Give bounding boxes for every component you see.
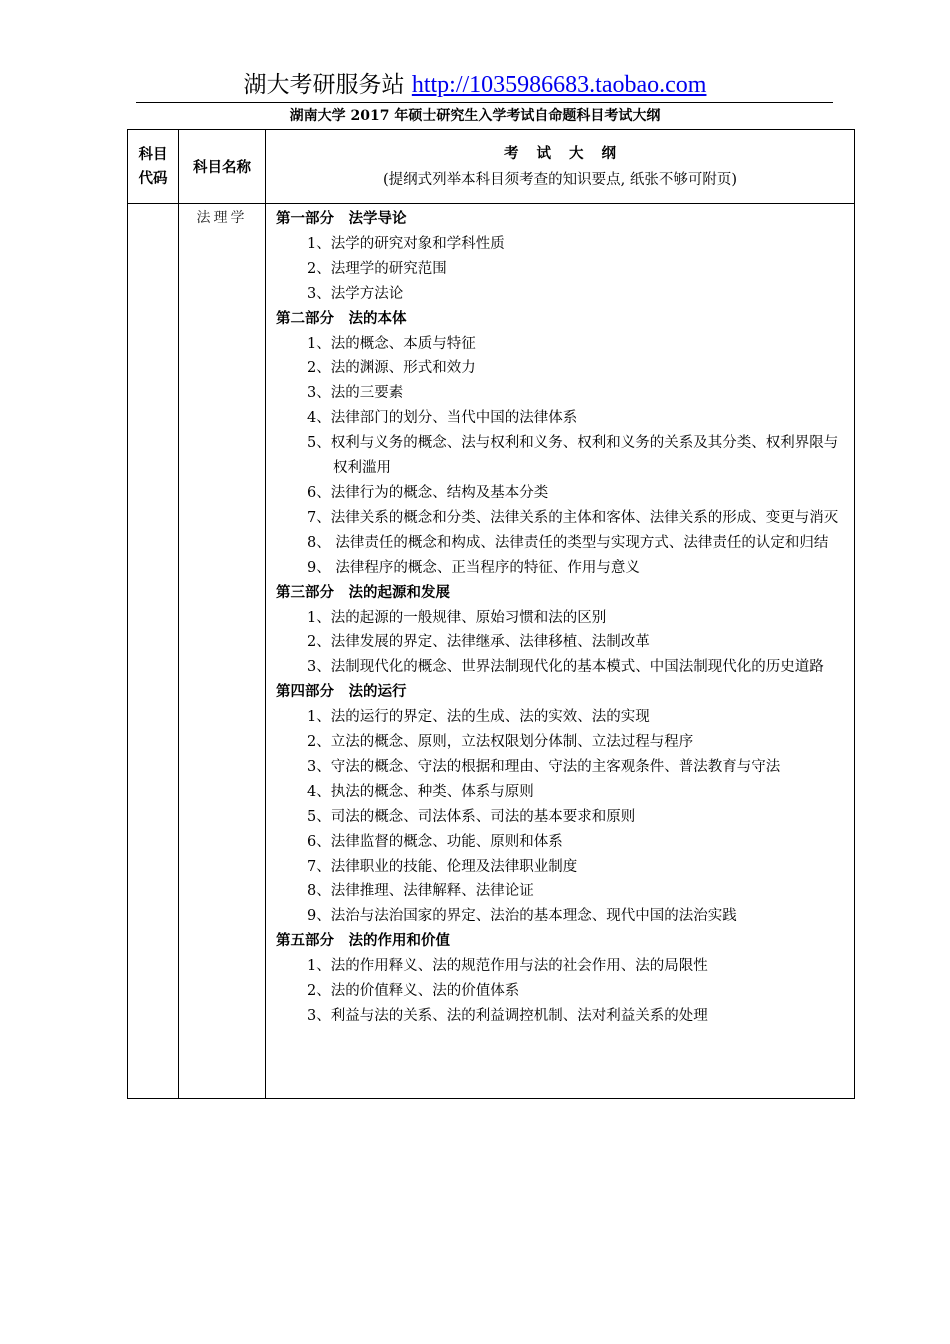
- outline-item: 1、法的起源的一般规律、原始习惯和法的区别: [307, 609, 607, 626]
- outline-item: 3、法学方法论: [307, 285, 404, 302]
- header-divider: [136, 102, 833, 103]
- outline-item: 6、法律监督的概念、功能、原则和体系: [307, 833, 563, 850]
- outline-item: 2、法律发展的界定、法律继承、法律移植、法制改革: [307, 634, 650, 651]
- outline-item: 1、法的概念、本质与特征: [307, 335, 476, 352]
- shop-link[interactable]: http://1035986683.taobao.com: [411, 72, 707, 98]
- outline-header-note: (提纲式列举本科目须考查的知识要点, 纸张不够可附页): [382, 171, 738, 188]
- outline-item: 5、司法的概念、司法体系、司法的基本要求和原则: [307, 808, 636, 825]
- outline-item: 1、法学的研究对象和学科性质: [307, 235, 505, 252]
- part-title: 第三部分 法的起源和发展: [276, 583, 450, 601]
- outline-item: 3、守法的概念、守法的根据和理由、守法的主客观条件、普法教育与守法: [307, 758, 781, 775]
- outline-item: 6、法律行为的概念、结构及基本分类: [307, 484, 549, 501]
- site-name: 湖大考研服务站: [243, 72, 405, 98]
- outline-item: 4、法律部门的划分、当代中国的法律体系: [307, 410, 578, 427]
- outline-item: 3、利益与法的关系、法的利益调控机制、法对利益关系的处理: [307, 1008, 708, 1024]
- outline-item: 1、法的运行的界定、法的生成、法的实效、法的实现: [307, 709, 650, 726]
- part-title: 第四部分 法的运行: [276, 683, 407, 701]
- outline-item: 8、 法律责任的概念和构成、法律责任的类型与实现方式、法律责任的认定和归结: [307, 534, 829, 551]
- header-banner: [0, 70, 950, 100]
- outline-item: 2、法的价值释义、法的价值体系: [307, 983, 520, 1000]
- outline-header: [266, 130, 855, 204]
- outline-item: 7、法律职业的技能、伦理及法律职业制度: [307, 858, 578, 875]
- table-row: [128, 204, 855, 1099]
- syllabus-table: [127, 129, 855, 1099]
- code-header-line2: 代码: [138, 169, 168, 187]
- outline-item: 5、权利与义务的概念、法与权利和义务、权利和义务的关系及其分类、权利界限与权利滥用: [307, 435, 839, 477]
- name-header: 科目名称: [179, 130, 266, 204]
- outline-item: 9、法治与法治国家的界定、法治的基本理念、现代中国的法治实践: [307, 908, 737, 925]
- part-title: 第二部分 法的本体: [276, 309, 407, 327]
- part-title: 第五部分 法的作用和价值: [276, 932, 450, 950]
- outline-item: 2、法理学的研究范围: [307, 260, 447, 277]
- outline-item: 2、立法的概念、原则，立法权限划分体制、立法过程与程序: [307, 734, 694, 751]
- outline-item: 1、法的作用释义、法的规范作用与法的社会作用、法的局限性: [307, 958, 708, 975]
- outline-item: 4、执法的概念、种类、体系与原则: [307, 783, 534, 800]
- code-header: [128, 130, 179, 204]
- part-title: 第一部分 法学导论: [276, 210, 407, 227]
- outline-content: [266, 204, 855, 1099]
- outline-item: 7、法律关系的概念和分类、法律关系的主体和客体、法律关系的形成、变更与消灭: [307, 509, 839, 526]
- subject-name-cell: 法理学: [179, 204, 266, 1099]
- outline-item: 3、法的三要素: [307, 385, 404, 402]
- subject-code-cell: [128, 204, 179, 1099]
- outline-parts: [274, 207, 846, 1029]
- code-header-line1: 科目: [138, 145, 168, 163]
- outline-item: 9、 法律程序的概念、正当程序的特征、作用与意义: [307, 559, 640, 576]
- outline-item: 2、法的渊源、形式和效力: [307, 360, 476, 377]
- outline-item: 8、法律推理、法律解释、法律论证: [307, 883, 534, 900]
- outline-header-title: 考试大纲: [504, 144, 634, 162]
- outline-item: 3、法制现代化的概念、世界法制现代化的基本模式、中国法制现代化的历史道路: [307, 659, 824, 676]
- document-title: 湖南大学 2017 年硕士研究生入学考试自命题科目考试大纲: [289, 108, 661, 124]
- table-header-row: [128, 130, 855, 204]
